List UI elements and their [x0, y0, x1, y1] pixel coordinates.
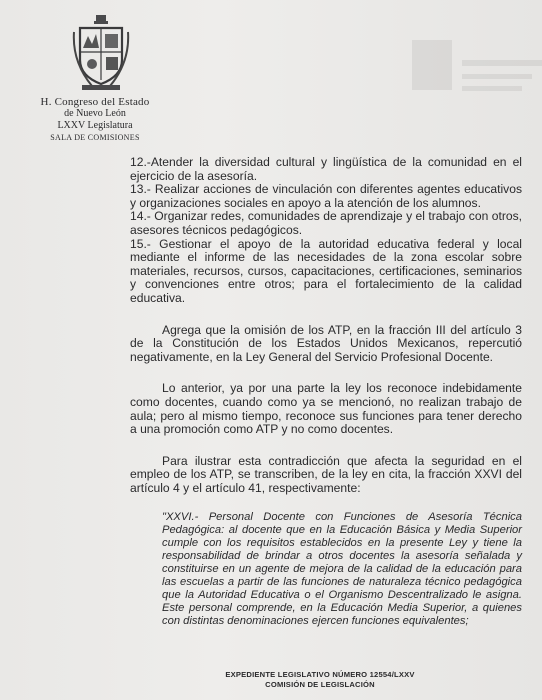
- law-quote: "XXVI.- Personal Docente con Funciones de Asesoría Técnica Pedagógica: al docente que en la Educación Básica y Media Superior cumple con los requisitos establecidos en la presente Ley y tiene la responsabilidad de brindar a otros docentes la asesoría señalada y constituirse en un agente de mejora de la calidad de la educación para las escuelas a partir de las funciones de naturaleza técnico pedagógica que la Autoridad Educativa o el Organismo Descentralizado le asigna. Este personal comprende, en la Educación Media Superior, a quienes con distintas denominaciones ejercen funciones equivalentes;: [162, 511, 522, 628]
- legislature-name: LXXV Legislatura: [57, 120, 133, 131]
- paragraph: Para ilustrar esta contradicción que afecta la seguridad en el empleo de los ATP, se transcriben, de la ley en cita, la fracción XXVI del artículo 4 y el artículo 41, respectivamente:: [130, 453, 522, 495]
- state-name: de Nuevo León: [64, 108, 126, 119]
- list-item: 13.- Realizar acciones de vinculación con diferentes agentes educativos y organizaciones sociales en apoyo a la atención de los alumnos.: [130, 182, 522, 210]
- bleed-through-seal: [402, 30, 542, 140]
- letterhead: [30, 96, 160, 144]
- list-item: 12.-Atender la diversidad cultural y lingüística de la comunidad en el ejercicio de la asesoría.: [130, 155, 522, 183]
- file-number: EXPEDIENTE LEGISLATIVO NÚMERO 12554/LXXV: [225, 670, 415, 679]
- document-body: [130, 156, 522, 628]
- congress-name: H. Congreso del Estado: [40, 96, 150, 108]
- paragraph: Agrega que la omisión de los ATP, en la fracción III del artículo 3 de la Constitución de los Estados Unidos Mexicanos, repercutió negativamente, en la Ley General del Servicio Profesional Docente.: [130, 322, 522, 364]
- list-item: 15.- Gestionar el apoyo de la autoridad educativa federal y local mediante el informe de las necesidades de la zona escolar sobre materiales, recursos, cursos, capacitaciones, certificaciones, seminarios y convenciones entre otros; para el fortalecimiento de la calidad educativa.: [130, 236, 522, 305]
- commission-name: COMISIÓN DE LEGISLACIÓN: [265, 680, 375, 689]
- list-item: 14.- Organizar redes, comunidades de aprendizaje y el trabajo con otros, asesores técnicos pedagógicos.: [130, 209, 522, 237]
- paragraph: Lo anterior, ya por una parte la ley los reconoce indebidamente como docentes, cuando como ya se mencionó, no realizan trabajo de aula; pero al mismo tiempo, reconoce sus funciones para tener derecho a una promoción como ATP y no como docentes.: [130, 381, 522, 437]
- footer: [220, 670, 420, 690]
- state-coat-of-arms-seal: [72, 14, 130, 92]
- room-name: SALA DE COMISIONES: [50, 133, 140, 142]
